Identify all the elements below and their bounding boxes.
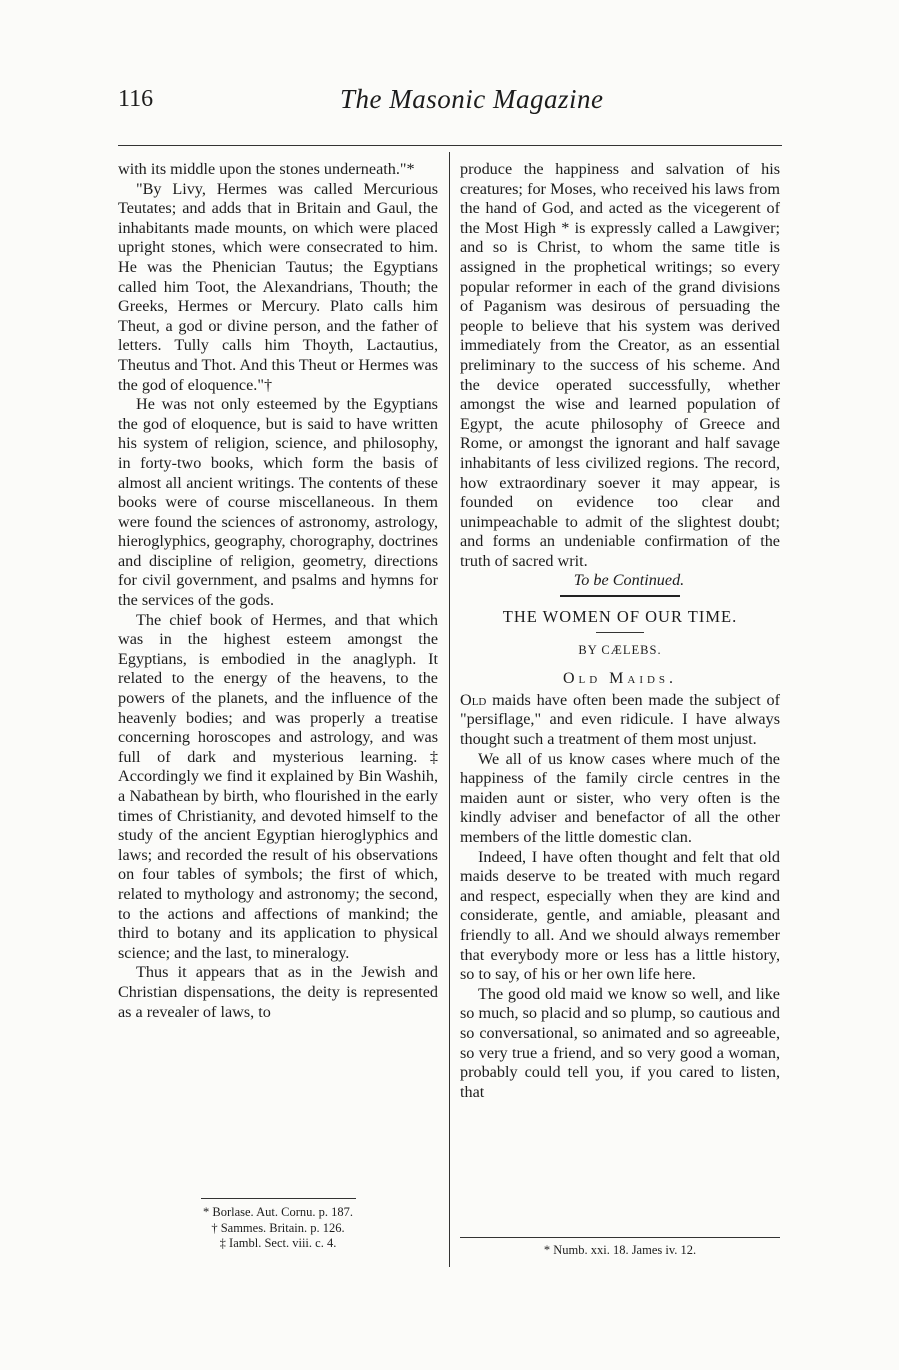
article-lead-paragraph	[460, 691, 780, 750]
lead-word: Old	[460, 690, 487, 709]
footnote: * Numb. xxi. 18. James iv. 12.	[543, 1243, 697, 1257]
article-byline: BY CÆLEBS.	[578, 642, 662, 657]
paragraph: with its middle upon the stones underneath."*	[118, 160, 415, 178]
running-title: The Masonic Magazine	[340, 84, 604, 114]
paragraph: Thus it appears that as in the Jewish and Christian dispensations, the deity is represented as a revealer of laws, to	[118, 963, 438, 1021]
header-rule	[118, 145, 782, 146]
paragraph: "By Livy, Hermes was called Mercurious Teutates; and adds that in Britain and Gaul, the inhabitants made mounts, on which were placed upright stones, which were consecrated to him. He was the Phenician Tautus; the Egyptians called him Toot, the Alexandrians, Thouth; the Greeks, Hermes or Mercury. Plato calls him Theut, a god or divine person, and the father of letters. Tully calls him Thoyth, Lactautius, Theutus and Thot. And this Theut or Hermes was the god of eloquence."†	[118, 179, 438, 394]
title-rule	[596, 632, 644, 633]
footnote: † Sammes. Britain. p. 126.	[211, 1220, 345, 1235]
footnote-rule	[201, 1198, 356, 1199]
paragraph: The good old maid we know so well, and like so much, so placid and so plump, so cautious and so conversational, so animated and so agreeable, so very true a friend, and so very good a woman, probably could tell you, if you cared to listen, that	[460, 984, 780, 1101]
footnote: * Borlase. Aut. Cornu. p. 187.	[203, 1205, 353, 1219]
column-divider	[449, 152, 450, 1267]
paragraph: He was not only esteemed by the Egyptians the god of eloquence, but is said to have written his system of religion, science, and philosophy, in forty-two books, which form the basis of almost all ancient writings. The contents of these books were of course miscellaneous. In them were found the sciences of astronomy, astrology, hieroglyphics, geography, chorography, doctrines and discipline of religion, geometry, directions for civil government, and psalms and hymns for the services of the gods.	[118, 395, 438, 610]
page-number: 116	[118, 86, 154, 112]
paragraph: The chief book of Hermes, and that which was in the highest esteem amongst the Egyptians, is embodied in the anaglyph. It related to the energy of the heavens, to the powers of the planets, and the influence of the heavenly bodies; and was properly a treatise concerning horoscopes and astrology, and was full of dark and mysterious learning.‡ Accordingly we find it explained by Bin Washih, a Nabathean by birth, who flourished in the early times of Christianity, and devoted himself to the study of the ancient Egyptian hieroglyphics and laws; and recorded the result of his observations on four tables of symbols; the first of which, related to mythology and astronomy; the second, to the actions and affections of mankind; the third to botany and its application to physical science; and the last, to mineralogy.	[118, 610, 438, 962]
left-column	[118, 160, 438, 1022]
paragraph: Indeed, I have often thought and felt that old maids deserve to be treated with much regard and respect, especially when they are kind and considerate, gentle, and amiable, pleasant and friendly to all. And we should always remember that everybody more or less has a little history, so to say, of his or her own life here.	[460, 847, 780, 984]
article-title: THE WOMEN OF OUR TIME.	[502, 607, 738, 627]
right-column	[460, 160, 780, 1102]
to-be-continued: To be Continued.	[573, 571, 685, 590]
right-footnotes	[460, 1237, 780, 1258]
left-footnotes	[118, 1198, 438, 1252]
footnote-rule	[460, 1237, 780, 1238]
paragraph: We all of us know cases where much of the happiness of the family circle centres in the maiden aunt or sister, who very often is the kindly adviser and benefactor of all the other members of the little domestic clan.	[460, 749, 780, 846]
paragraph: produce the happiness and salvation of his creatures; for Moses, who received his laws from the hand of God, and acted as the vicegerent of the Most High * is expressly called a Lawgiver; and so is Christ, to whom the same title is assigned in the prophetical writings; so every popular reformer in each of the grand divisions of Paganism was desirous of persuading the people to believe that his system was derived immediately from the Creator, as an essential preliminary to the success of his scheme. And the device operated successfully, whether amongst the wise and learned population of Egypt, the acute philosophy of Greece and Rome, or amongst the ignorant and half savage inhabitants of less civilized regions. The record, how extraordinary soever it may appear, is founded on evidence too clear and unimpeachable to admit of the slightest doubt; and forms an undeniable confirmation of the truth of sacred writ.	[460, 160, 780, 570]
lead-text: maids have often been made the subject of "persiflage," and even ridicule. I have always thought such a treatment of them most unjust.	[460, 690, 780, 749]
section-rule	[560, 595, 680, 597]
footnote: ‡ Iambl. Sect. viii. c. 4.	[219, 1236, 337, 1250]
article-subheading: Old Maids.	[562, 670, 678, 688]
